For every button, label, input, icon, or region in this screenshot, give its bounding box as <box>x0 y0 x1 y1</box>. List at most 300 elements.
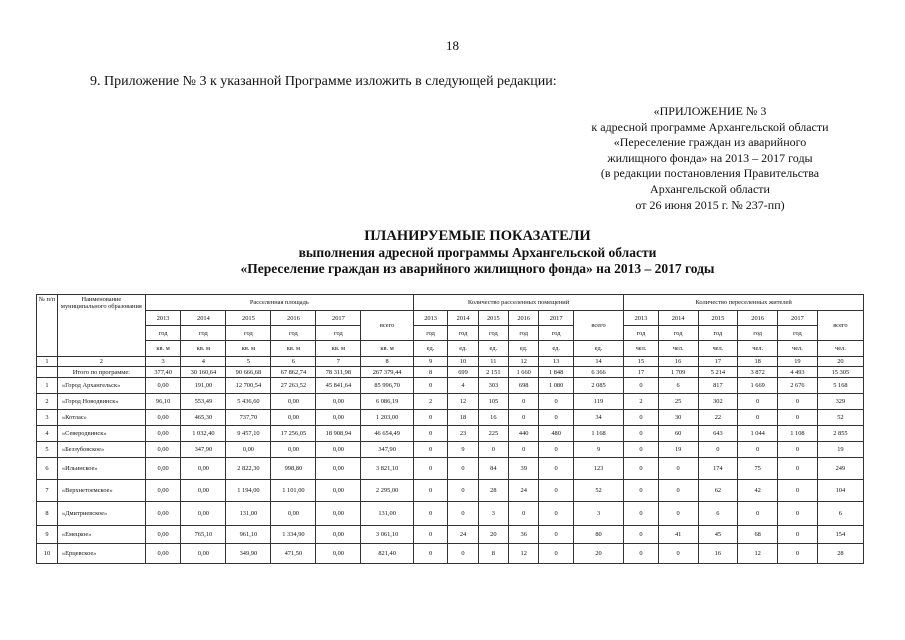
table-cell: 0 <box>509 410 539 426</box>
year-sub: год <box>271 326 316 341</box>
table-cell: 0 <box>778 526 818 544</box>
year-sub: год <box>145 326 181 341</box>
table-cell: 0 <box>539 480 574 502</box>
row-number-cell: 2 <box>37 394 58 410</box>
appendix-line: Архангельской области <box>650 181 770 196</box>
table-cell: 0 <box>539 526 574 544</box>
table-cell: 821,40 <box>361 544 413 564</box>
table-cell: 45 841,64 <box>316 378 361 394</box>
table-cell: 1 108 <box>778 426 818 442</box>
table-cell: 0,00 <box>145 544 181 564</box>
table-cell: 347,90 <box>361 442 413 458</box>
column-number-cell: 15 <box>624 357 659 367</box>
table-cell: 39 <box>509 458 539 480</box>
year-header: 2013 <box>413 311 448 326</box>
table-cell: 60 <box>658 426 698 442</box>
column-number-cell: 5 <box>226 357 271 367</box>
table-cell: 0,00 <box>145 502 181 526</box>
table-cell: 15 305 <box>817 367 863 378</box>
table-cell: 75 <box>738 458 778 480</box>
table-cell: 80 <box>573 526 623 544</box>
page-number: 18 <box>446 38 459 53</box>
table-cell: 9 457,10 <box>226 426 271 442</box>
table-row <box>37 544 864 564</box>
year-sub: год <box>698 326 738 341</box>
table-cell: 553,49 <box>181 394 226 410</box>
table-cell: 0,00 <box>271 502 316 526</box>
group-header-area: Расселенная площадь <box>145 295 413 311</box>
column-number-cell: 7 <box>316 357 361 367</box>
year-header: 2013 <box>145 311 181 326</box>
row-name-cell: «Город Архангельск» <box>57 378 145 394</box>
table-cell: 0 <box>413 526 448 544</box>
appendix-line: «ПРИЛОЖЕНИЕ № 3 <box>653 104 767 118</box>
table-cell: 9 <box>573 442 623 458</box>
unit-rooms: ед. <box>413 341 448 357</box>
unit-area: кв. м <box>316 341 361 357</box>
table-cell: 0 <box>658 480 698 502</box>
year-header: 2014 <box>181 311 226 326</box>
table-cell: 2 676 <box>778 378 818 394</box>
row-name-cell: «Ерцевское» <box>57 544 145 564</box>
table-cell: 817 <box>698 378 738 394</box>
row-number-cell <box>37 367 58 378</box>
table-cell: 0 <box>413 410 448 426</box>
table-cell: 0 <box>624 426 659 442</box>
table-cell: 643 <box>698 426 738 442</box>
table-cell: 0,00 <box>181 502 226 526</box>
table-cell: 0,00 <box>145 458 181 480</box>
table-cell: 0,00 <box>145 526 181 544</box>
table-cell: 347,90 <box>181 442 226 458</box>
table-cell: 2 295,00 <box>361 480 413 502</box>
table-cell: 0 <box>778 410 818 426</box>
table-cell: 123 <box>573 458 623 480</box>
table-cell: 0,00 <box>181 480 226 502</box>
row-name-cell: «Котлас» <box>57 410 145 426</box>
row-name-cell: «Город Новодвинск» <box>57 394 145 410</box>
unit-rooms: ед. <box>539 341 574 357</box>
table-cell: 0 <box>539 442 574 458</box>
table-cell: 329 <box>817 394 863 410</box>
table-cell: 2 <box>413 394 448 410</box>
unit-rooms: ед. <box>478 341 508 357</box>
table-cell: 41 <box>658 526 698 544</box>
table-cell: 1 080 <box>539 378 574 394</box>
table-cell: 20 <box>573 544 623 564</box>
year-sub: год <box>316 326 361 341</box>
unit-rooms: ед. <box>448 341 478 357</box>
table-cell: 0 <box>539 544 574 564</box>
table-cell: 1 660 <box>509 367 539 378</box>
table-cell: 25 <box>658 394 698 410</box>
year-sub: год <box>478 326 508 341</box>
table-cell: 1 032,40 <box>181 426 226 442</box>
table-cell: 0 <box>413 378 448 394</box>
table-cell: 28 <box>478 480 508 502</box>
appendix-line: от 26 июня 2015 г. № 237-пп) <box>635 197 785 212</box>
column-number-cell: 17 <box>698 357 738 367</box>
table-cell: 0,00 <box>316 442 361 458</box>
table-cell: 465,30 <box>181 410 226 426</box>
table-cell: 471,50 <box>271 544 316 564</box>
table-cell: 0 <box>778 394 818 410</box>
table-cell: 85 996,70 <box>361 378 413 394</box>
table-cell: 68 <box>738 526 778 544</box>
table-cell: 2 <box>624 394 659 410</box>
table-cell: 4 493 <box>778 367 818 378</box>
table-cell: 0,00 <box>316 526 361 544</box>
table-cell: 1 194,00 <box>226 480 271 502</box>
table-cell: 52 <box>573 480 623 502</box>
table-cell: 0 <box>509 394 539 410</box>
appendix-line: жилищного фонда» на 2013 – 2017 годы <box>607 150 813 165</box>
table-row <box>37 378 864 394</box>
table-cell: 0,00 <box>145 426 181 442</box>
column-number-cell: 18 <box>738 357 778 367</box>
table-cell: 19 <box>658 442 698 458</box>
table-cell: 0,00 <box>145 410 181 426</box>
table-cell: 249 <box>817 458 863 480</box>
table-cell: 23 <box>448 426 478 442</box>
table-cell: 0 <box>778 442 818 458</box>
table-row <box>37 502 864 526</box>
unit-people: чел. <box>778 341 818 357</box>
table-cell: 42 <box>738 480 778 502</box>
table-cell: 131,00 <box>226 502 271 526</box>
table-cell: 24 <box>448 526 478 544</box>
table-cell: 154 <box>817 526 863 544</box>
table-cell: 0 <box>738 442 778 458</box>
table-cell: 84 <box>478 458 508 480</box>
table-cell: 6 086,19 <box>361 394 413 410</box>
year-header: 2016 <box>271 311 316 326</box>
group-header-rooms: Количество расселенных помещений <box>413 295 623 311</box>
table-cell: 0 <box>413 426 448 442</box>
row-number-cell: 4 <box>37 426 58 442</box>
row-number-cell: 8 <box>37 502 58 526</box>
table-cell: 1 709 <box>658 367 698 378</box>
table-cell: 3 061,10 <box>361 526 413 544</box>
table-cell: 0,00 <box>316 410 361 426</box>
table-cell: 0 <box>778 502 818 526</box>
row-number-cell: 5 <box>37 442 58 458</box>
table-cell: 5 436,60 <box>226 394 271 410</box>
table-cell: 0 <box>448 502 478 526</box>
table-cell: 1 203,00 <box>361 410 413 426</box>
table-cell: 19 <box>817 442 863 458</box>
column-number-cell: 20 <box>817 357 863 367</box>
year-sub: год <box>448 326 478 341</box>
year-header: 2014 <box>448 311 478 326</box>
column-number-cell: 12 <box>509 357 539 367</box>
table-cell: 6 366 <box>573 367 623 378</box>
table-cell: 18 <box>448 410 478 426</box>
row-name-cell: «Беззубовское» <box>57 442 145 458</box>
row-number-cell: 7 <box>37 480 58 502</box>
table-cell: 8 <box>413 367 448 378</box>
table-cell: 1 101,00 <box>271 480 316 502</box>
year-header: 2016 <box>738 311 778 326</box>
table-cell: 0 <box>624 378 659 394</box>
table-cell: 0 <box>478 442 508 458</box>
table-cell: 3 <box>573 502 623 526</box>
document-heading <box>0 228 905 277</box>
table-row <box>37 480 864 502</box>
table-cell: 119 <box>573 394 623 410</box>
column-number-cell: 6 <box>271 357 316 367</box>
table-cell: 105 <box>478 394 508 410</box>
table-cell: 0,00 <box>316 458 361 480</box>
table-cell: 17 <box>624 367 659 378</box>
table-cell: 0,00 <box>181 458 226 480</box>
table-cell: 12 <box>738 544 778 564</box>
table-cell: 45 <box>698 526 738 544</box>
table-cell: 1 669 <box>738 378 778 394</box>
table-cell: 699 <box>448 367 478 378</box>
year-sub: год <box>226 326 271 341</box>
heading-subtitle-program: «Переселение граждан из аварийного жилищного фонда» на 2013 – 2017 годы <box>240 261 715 276</box>
row-number-cell: 6 <box>37 458 58 480</box>
unit-people: чел. <box>624 341 659 357</box>
table-cell: 0 <box>539 394 574 410</box>
table-cell: 0 <box>658 544 698 564</box>
table-cell: 0 <box>413 480 448 502</box>
table-cell: 303 <box>478 378 508 394</box>
table-cell: 20 <box>478 526 508 544</box>
unit-area: кв. м <box>181 341 226 357</box>
table-cell: 1 848 <box>539 367 574 378</box>
table-row <box>37 426 864 442</box>
table-cell: 0 <box>448 544 478 564</box>
table-cell: 12 700,54 <box>226 378 271 394</box>
row-number-cell: 3 <box>37 410 58 426</box>
unit-rooms: ед. <box>509 341 539 357</box>
unit-people: чел. <box>817 341 863 357</box>
table-cell: 16 <box>478 410 508 426</box>
column-number-cell: 2 <box>57 357 145 367</box>
table-cell: 2 085 <box>573 378 623 394</box>
column-number-cell: 9 <box>413 357 448 367</box>
unit-area: кв. м <box>271 341 316 357</box>
table-cell: 90 666,68 <box>226 367 271 378</box>
table-cell: 2 855 <box>817 426 863 442</box>
table-cell: 737,70 <box>226 410 271 426</box>
row-number-cell: 9 <box>37 526 58 544</box>
table-cell: 28 <box>817 544 863 564</box>
year-header: 2015 <box>478 311 508 326</box>
heading-title: ПЛАНИРУЕМЫЕ ПОКАЗАТЕЛИ <box>364 228 591 244</box>
column-number-row <box>37 357 864 367</box>
table-cell: 104 <box>817 480 863 502</box>
appendix-line: «Переселение граждан из аварийного <box>613 135 807 150</box>
table-cell: 2 822,30 <box>226 458 271 480</box>
table-cell: 698 <box>509 378 539 394</box>
column-number-cell: 1 <box>37 357 58 367</box>
row-name-cell: «Дмитриевское» <box>57 502 145 526</box>
table-cell: 1 168 <box>573 426 623 442</box>
table-cell: 6 <box>698 502 738 526</box>
table-cell: 0 <box>698 442 738 458</box>
unit-area: кв. м <box>361 341 413 357</box>
total-header: всего <box>361 311 413 341</box>
item-line: 9. Приложение № 3 к указанной Программе изложить в следующей редакции: <box>90 74 557 89</box>
table-cell: 191,00 <box>181 378 226 394</box>
table-cell: 0,00 <box>145 378 181 394</box>
table-cell: 267 379,44 <box>361 367 413 378</box>
year-sub: год <box>509 326 539 341</box>
table-cell: 0 <box>413 458 448 480</box>
table-cell: 5 214 <box>698 367 738 378</box>
table-cell: 0 <box>624 480 659 502</box>
column-number-cell: 14 <box>573 357 623 367</box>
table-cell: 17 256,05 <box>271 426 316 442</box>
table-row <box>37 394 864 410</box>
year-sub: год <box>738 326 778 341</box>
table-cell: 0 <box>778 544 818 564</box>
table-cell: 0 <box>624 410 659 426</box>
table-cell: 12 <box>448 394 478 410</box>
year-header: 2016 <box>509 311 539 326</box>
table-cell: 1 334,90 <box>271 526 316 544</box>
table-cell: 27 263,52 <box>271 378 316 394</box>
table-cell: 2 151 <box>478 367 508 378</box>
column-number-cell: 3 <box>145 357 181 367</box>
unit-rooms: ед. <box>573 341 623 357</box>
table-cell: 18 908,94 <box>316 426 361 442</box>
table-row <box>37 458 864 480</box>
table-cell: 765,10 <box>181 526 226 544</box>
indicators-table <box>36 294 864 564</box>
column-number-cell: 13 <box>539 357 574 367</box>
table-cell: 480 <box>539 426 574 442</box>
table-cell: 998,80 <box>271 458 316 480</box>
table-cell: 0,00 <box>145 480 181 502</box>
table-row <box>37 442 864 458</box>
column-number-cell: 4 <box>181 357 226 367</box>
table-cell: 0 <box>413 502 448 526</box>
table-cell: 0 <box>624 526 659 544</box>
column-number-cell: 11 <box>478 357 508 367</box>
table-cell: 3 <box>478 502 508 526</box>
total-header: всего <box>817 311 863 341</box>
table-cell: 302 <box>698 394 738 410</box>
table-cell: 96,10 <box>145 394 181 410</box>
table-cell: 0 <box>448 480 478 502</box>
year-sub: год <box>181 326 226 341</box>
row-name-cell: «Северодвинск» <box>57 426 145 442</box>
table-cell: 0 <box>539 502 574 526</box>
table-cell: 6 <box>817 502 863 526</box>
table-cell: 3 872 <box>738 367 778 378</box>
heading-subtitle: выполнения адресной программы Архангельской области <box>298 245 657 260</box>
table-cell: 0,00 <box>316 394 361 410</box>
table-cell: 0 <box>778 458 818 480</box>
year-header: 2017 <box>778 311 818 326</box>
table-row <box>37 410 864 426</box>
table-cell: 78 311,98 <box>316 367 361 378</box>
year-header: 2015 <box>226 311 271 326</box>
table-cell: 0,00 <box>316 544 361 564</box>
table-row <box>37 526 864 544</box>
table-cell: 131,00 <box>361 502 413 526</box>
unit-people: чел. <box>658 341 698 357</box>
table-cell: 0 <box>413 442 448 458</box>
table-cell: 3 821,10 <box>361 458 413 480</box>
table-cell: 0 <box>658 458 698 480</box>
table-cell: 52 <box>817 410 863 426</box>
table-cell: 22 <box>698 410 738 426</box>
table-cell: 62 <box>698 480 738 502</box>
col-header-name: Наименование муниципального образования <box>57 295 145 357</box>
table-cell: 5 168 <box>817 378 863 394</box>
year-header: 2015 <box>698 311 738 326</box>
column-number-cell: 19 <box>778 357 818 367</box>
table-cell: 46 654,49 <box>361 426 413 442</box>
column-number-cell: 8 <box>361 357 413 367</box>
appendix-line: к адресной программе Архангельской области <box>591 119 829 134</box>
table-cell: 0 <box>509 502 539 526</box>
table-cell: 1 044 <box>738 426 778 442</box>
row-name-cell: «Ильинское» <box>57 458 145 480</box>
table-cell: 6 <box>658 378 698 394</box>
table-cell: 0 <box>738 394 778 410</box>
appendix-line: (в редакции постановления Правительства <box>600 166 820 181</box>
year-header: 2013 <box>624 311 659 326</box>
table-cell: 961,10 <box>226 526 271 544</box>
table-cell: 30 <box>658 410 698 426</box>
table-cell: 30 160,64 <box>181 367 226 378</box>
table-cell: 36 <box>509 526 539 544</box>
unit-people: чел. <box>738 341 778 357</box>
table-cell: 225 <box>478 426 508 442</box>
table-cell: 67 862,74 <box>271 367 316 378</box>
unit-people: чел. <box>698 341 738 357</box>
total-row <box>37 367 864 378</box>
table-cell: 0 <box>413 544 448 564</box>
col-header-number: № п/п <box>37 295 58 357</box>
total-header: всего <box>573 311 623 341</box>
row-name-cell: Итого по программе: <box>57 367 145 378</box>
year-header: 2017 <box>539 311 574 326</box>
table-cell: 12 <box>509 544 539 564</box>
row-number-cell: 10 <box>37 544 58 564</box>
table-cell: 0 <box>624 442 659 458</box>
year-sub: год <box>539 326 574 341</box>
table-cell: 0 <box>509 442 539 458</box>
table-cell: 0 <box>738 410 778 426</box>
table-cell: 0,00 <box>226 442 271 458</box>
table-cell: 0,00 <box>271 442 316 458</box>
table-cell: 0 <box>539 410 574 426</box>
year-header: 2014 <box>658 311 698 326</box>
table-cell: 34 <box>573 410 623 426</box>
table-cell: 0 <box>658 502 698 526</box>
unit-area: кв. м <box>145 341 181 357</box>
table-cell: 0 <box>624 544 659 564</box>
table-cell: 0,00 <box>271 410 316 426</box>
table-cell: 24 <box>509 480 539 502</box>
table-cell: 16 <box>698 544 738 564</box>
table-cell: 0 <box>624 502 659 526</box>
year-header: 2017 <box>316 311 361 326</box>
table-cell: 0 <box>738 502 778 526</box>
year-sub: год <box>778 326 818 341</box>
table-cell: 9 <box>448 442 478 458</box>
table-cell: 0,00 <box>145 442 181 458</box>
table-cell: 0,00 <box>316 480 361 502</box>
table-cell: 174 <box>698 458 738 480</box>
